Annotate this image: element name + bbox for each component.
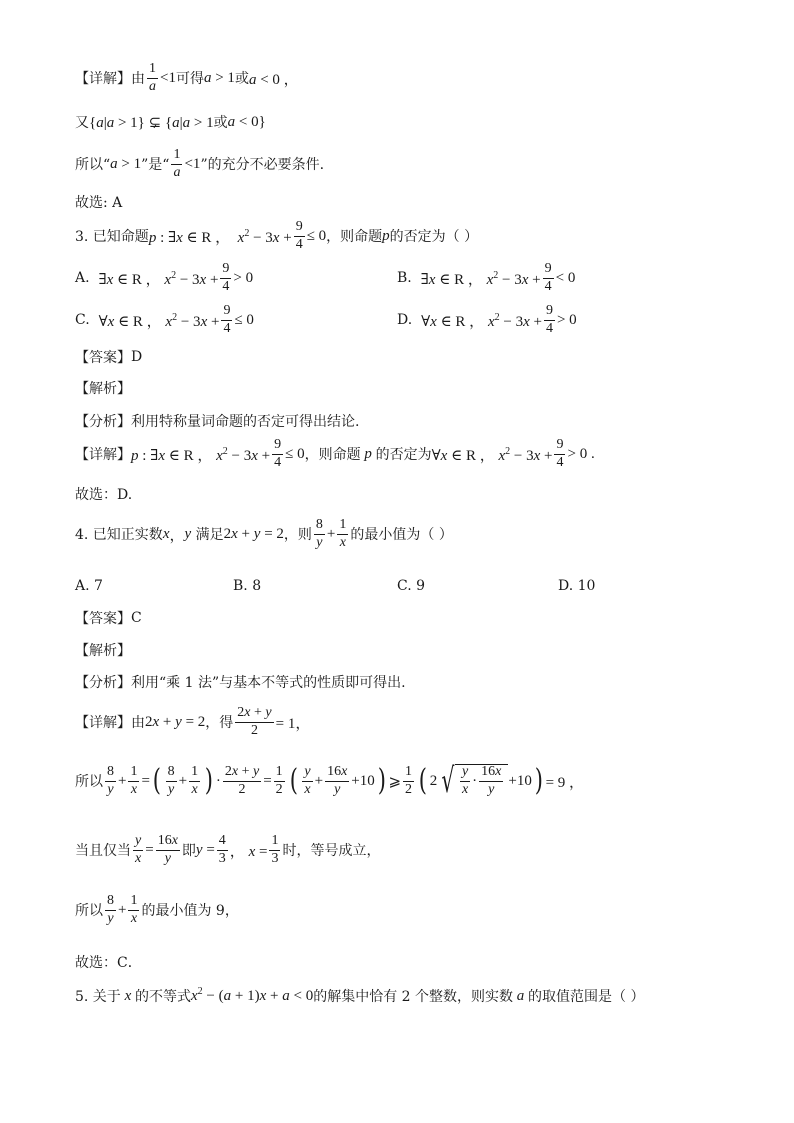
- fraction-9-over-4: $\frac{9}{4}$: [556, 437, 564, 470]
- math-expr: p : ∃x ∈ R ， $x^2 - 3x$ +: [131, 445, 271, 464]
- q3-stem: [75, 220, 478, 252]
- option-text: A. 7: [75, 578, 103, 594]
- fraction-9-over-4: $\frac{9}{4}$: [223, 303, 231, 336]
- question-text: 的解集中恰有 2 个整数，则实数: [313, 989, 514, 1005]
- fraction-1-over-2: $\frac{1}{2}$: [275, 763, 283, 797]
- fenxi-tag: 【分析】: [75, 675, 131, 691]
- square-root: √ $\frac{y}{x}$ · $\frac{16x}{y}$: [437, 764, 508, 798]
- fraction-1-over-x: $\frac{1}{x}$: [130, 893, 138, 926]
- detail-text: ，得: [205, 715, 234, 732]
- q5-stem: [75, 986, 644, 1006]
- math-expr: p : ∃x ∈ R ， $x^2 - 3x$ +: [148, 227, 292, 246]
- fraction-8-over-y: $\frac{8}{y}$: [315, 517, 323, 550]
- q3-answer-line: [75, 347, 142, 367]
- answer-value: D: [131, 349, 143, 365]
- q2-choose-line: [75, 192, 122, 212]
- answer-tag: 【答案】: [75, 611, 131, 627]
- fenxi-text: 利用特称量词命题的否定可得出结论.: [131, 414, 360, 430]
- detail-text: 所以: [75, 903, 103, 920]
- fraction-1-over-2: $\frac{1}{2}$: [405, 763, 413, 797]
- question-text: 4. 已知正实数: [75, 527, 163, 544]
- math-expr: $x^2 - (a + 1)x + a < 0$: [190, 985, 314, 1004]
- option-text: C. 9: [397, 578, 426, 594]
- detail-text: 又: [75, 115, 89, 131]
- detail-text: 即: [181, 843, 196, 860]
- detail-text: 所以“: [75, 157, 111, 174]
- choose-text: 故选：C．: [75, 955, 142, 971]
- math-expr: ∀x ∈ R ， $x^2 - 3x$ +: [98, 311, 220, 330]
- detail-tag: 【详解】: [75, 447, 131, 464]
- math-expr: y: [184, 525, 192, 542]
- fraction-1-over-a: $\frac{1}{a}$: [173, 147, 181, 180]
- q4-option-b: [233, 578, 261, 594]
- math-expr: {a|a > 1} ⊊ {a|a > 1: [89, 114, 214, 131]
- fraction-8-over-y: $\frac{8}{y}$: [167, 763, 175, 797]
- answer-tag: 【答案】: [75, 350, 131, 366]
- fenxi-tag: 【分析】: [75, 414, 131, 430]
- question-text: 3. 已知命题: [75, 229, 149, 246]
- math-expr: <1: [160, 69, 176, 86]
- math-expr: a < 0}: [227, 113, 266, 130]
- detail-text: 或: [213, 115, 228, 131]
- question-text: ，则命题: [326, 229, 383, 246]
- fraction-9-over-4: $\frac{9}{4}$: [545, 303, 553, 336]
- question-text: 5. 关于: [75, 989, 121, 1005]
- q3-fenxi-line: [75, 411, 359, 431]
- fraction-16x-over-y: $\frac{16x}{y}$: [157, 833, 178, 866]
- question-text: 的最小值为（ ）: [350, 527, 453, 544]
- detail-text: 由: [131, 715, 145, 732]
- q4-option-d: [558, 578, 595, 594]
- option-label: A.: [75, 270, 90, 287]
- math-expr: ≤ 0: [285, 445, 305, 462]
- detail-text: ”的充分不必要条件.: [200, 157, 325, 174]
- q4-stem: 4. 已知正实数 x ， y 满足 2x + y = 2 ，则 $\frac{8}{y}$ + $\frac{1}{x}$ 的最小值为（ ）: [75, 517, 453, 550]
- detail-text: 当且仅当: [75, 843, 131, 860]
- fraction-9-over-4: $\frac{9}{4}$: [274, 437, 282, 470]
- q4-derivation-line: 所以 $\frac{8}{y}$ + $\frac{1}{x}$ = ( $\frac{8}{y}$ + $\frac{1}{x}$ ) · $\frac{2x + y}{2}$ = $\frac{1}{2}$ ( $\frac{y}{x}$ + $\frac{16x}{y}$ +10 ) ⩾ $\frac{1}{2}$ ( 2 √ $\frac{y}{x}$ · $\frac{16x}{y}$ +10 ) = 9 ，: [75, 761, 585, 801]
- question-text: 的取值范围是（ ）: [528, 989, 645, 1005]
- fraction-16x-over-y: $\frac{16x}{y}$: [327, 763, 348, 797]
- detail-text: 的最小值为 9，: [141, 903, 239, 920]
- option-label: C.: [75, 312, 90, 329]
- fraction-1-over-x: $\frac{1}{x}$: [191, 763, 199, 797]
- analysis-tag: 【解析】: [75, 381, 131, 397]
- detail-tag: 【详解】: [75, 71, 131, 88]
- fraction-4-over-3: $\frac{4}{3}$: [218, 833, 226, 866]
- detail-text: 或: [234, 71, 249, 88]
- fraction-1-over-x: $\frac{1}{x}$: [339, 517, 347, 550]
- answer-value: C: [131, 610, 142, 626]
- question-text: ，则: [283, 527, 312, 544]
- fraction-8-over-y: $\frac{8}{y}$: [107, 893, 114, 926]
- math-expr: a: [513, 987, 529, 1004]
- fraction-2x-plus-y-over-2: $\frac{2x + y}{2}$: [224, 763, 260, 797]
- q3-choose-line: [75, 484, 132, 504]
- choose-text: 故选: A: [75, 195, 123, 211]
- q4-choose-line: [75, 952, 142, 972]
- math-expr: a > 1: [110, 155, 142, 172]
- q4-option-c: [397, 578, 425, 594]
- fraction-8-over-y: $\frac{8}{y}$: [107, 763, 114, 797]
- fraction-9-over-4: $\frac{9}{4}$: [222, 261, 230, 294]
- detail-text: 所以: [75, 774, 103, 790]
- fraction-9-over-4: $\frac{9}{4}$: [544, 261, 552, 294]
- math-expr: a < 0 ，: [248, 71, 299, 88]
- option-label: D.: [397, 312, 413, 329]
- fraction-9-over-4: $\frac{9}{4}$: [295, 219, 303, 252]
- math-expr: ∃x ∈ R ， $x^2 - 3x$ +: [420, 269, 541, 288]
- q3-detail-line: [75, 438, 595, 470]
- fraction-2x-plus-y-over-2: $\frac{2x + y}{2}$: [237, 705, 272, 738]
- math-expr: x: [162, 525, 170, 542]
- math-expr: <1: [184, 155, 201, 172]
- q4-fenxi-line: [75, 672, 406, 692]
- math-expr: 2x + y = 2: [145, 713, 206, 730]
- fraction-1-over-3: $\frac{1}{3}$: [271, 833, 279, 866]
- option-label: B.: [397, 270, 412, 287]
- option-text: B. 8: [233, 578, 262, 594]
- detail-text: 的否定为: [375, 447, 432, 464]
- detail-text: ”是“: [141, 157, 170, 174]
- math-expr: ∃x ∈ R ， $x^2 - 3x$ +: [98, 269, 219, 288]
- fenxi-text: 利用“乘 1 法”与基本不等式的性质即可得出.: [131, 675, 406, 691]
- fraction-y-over-x: $\frac{y}{x}$: [304, 763, 311, 797]
- question-text: 满足: [195, 527, 224, 544]
- q3-option-d: [397, 304, 577, 336]
- q3-analysis-line: [75, 378, 131, 398]
- q2-conclusion-line: [75, 148, 324, 180]
- question-text: 的否定为（ ）: [389, 229, 479, 246]
- math-expr: ≤ 0: [234, 311, 254, 328]
- q2-detail-line: [75, 62, 299, 94]
- math-expr: x: [120, 987, 135, 1004]
- math-expr: ≤ 0: [306, 227, 327, 244]
- detail-text: 由: [131, 71, 145, 88]
- q3-option-b: [397, 262, 575, 294]
- q4-option-a: [75, 578, 103, 594]
- q4-detail-line: 【详解】 由 2x + y = 2 ，得 $\frac{2x + y}{2}$ = 1，: [75, 705, 311, 738]
- math-expr: 2x + y = 2: [223, 525, 284, 542]
- math-expr: p: [360, 445, 376, 462]
- q2-subset-line: [75, 112, 266, 132]
- q4-answer-line: [75, 608, 142, 628]
- q4-equality-line: 当且仅当 $\frac{y}{x}$ = $\frac{16x}{y}$ 即 y = $\frac{4}{3}$ ， x = $\frac{1}{3}$ 时，等号成立，: [75, 833, 381, 866]
- q4-min-line: 所以 $\frac{8}{y}$ + $\frac{1}{x}$ 的最小值为 9，: [75, 893, 239, 926]
- detail-text: 可得: [175, 71, 204, 88]
- fraction-y-over-x: $\frac{y}{x}$: [135, 833, 142, 866]
- math-expr: > 0 .: [567, 445, 595, 462]
- question-text: 的不等式: [134, 989, 191, 1005]
- analysis-tag: 【解析】: [75, 643, 131, 659]
- choose-text: 故选：D.: [75, 487, 133, 503]
- math-expr: < 0: [555, 269, 576, 286]
- math-expr: > 0: [233, 269, 254, 286]
- math-expr: p: [382, 227, 390, 244]
- math-expr: ∀x ∈ R ， $x^2 - 3x$ +: [421, 311, 542, 330]
- detail-text: 时，等号成立，: [282, 843, 381, 860]
- q3-option-c: [75, 304, 254, 336]
- math-expr: a > 1: [203, 69, 235, 86]
- option-text: D. 10: [558, 578, 596, 594]
- q3-option-a: [75, 262, 253, 294]
- detail-text: ，则命题: [304, 447, 361, 464]
- fraction-1-over-x: $\frac{1}{x}$: [130, 763, 138, 797]
- q4-analysis-line: [75, 640, 131, 660]
- fraction-1-over-a: $\frac{1}{a}$: [149, 61, 156, 94]
- math-expr: ∀x ∈ R ， $x^2 - 3x$ +: [431, 445, 553, 464]
- math-expr: > 0: [556, 311, 577, 328]
- detail-tag: 【详解】: [75, 715, 131, 732]
